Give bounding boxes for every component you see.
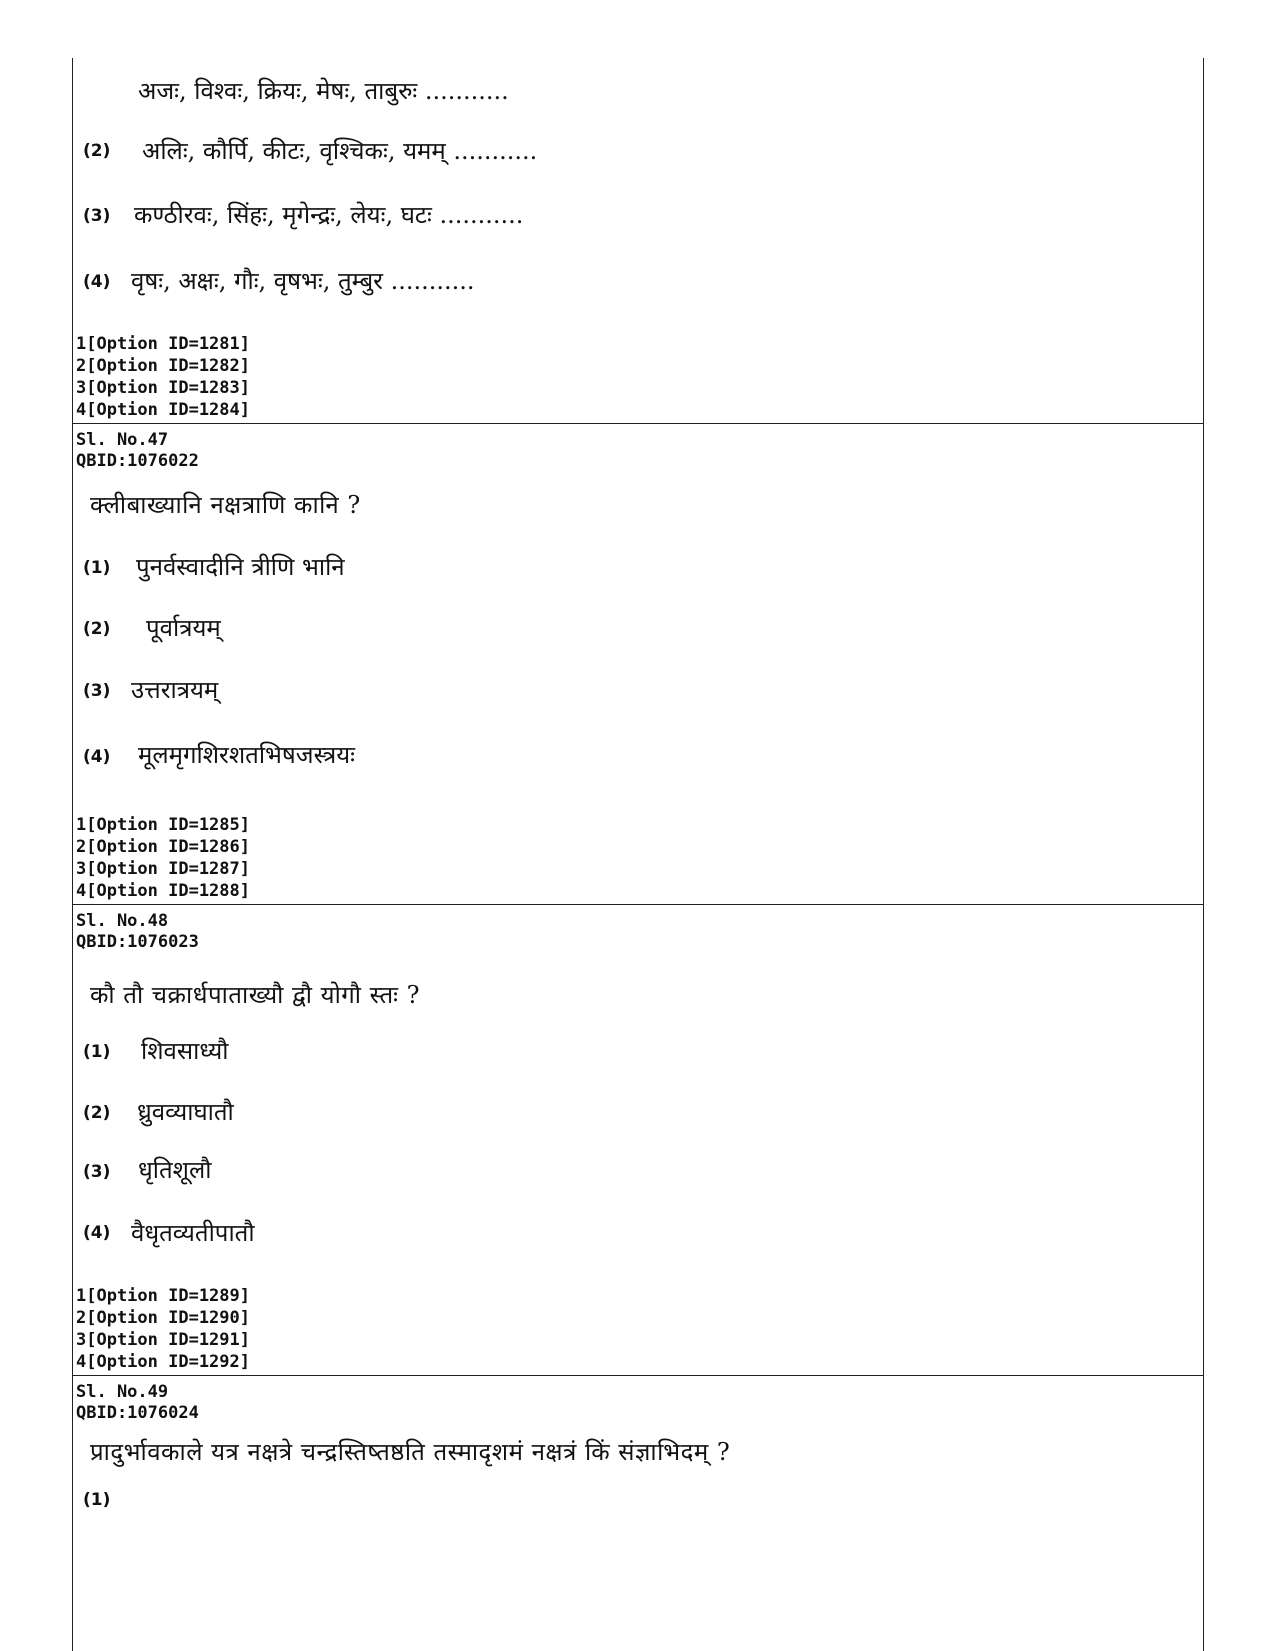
option-id-list xyxy=(76,1285,250,1373)
divider xyxy=(72,904,1204,905)
option-text: कण्ठीरवः, सिंहः, मृगेन्द्रः, लेयः, घटः ........... xyxy=(134,201,524,229)
question-text: प्रादुर्भावकाले यत्र नक्षत्रे चन्द्रस्तिष्तष्ठति तस्मादृशमं नक्षत्रं किं संज्ञाभिदम् ? xyxy=(90,1438,731,1466)
option-number: (3) xyxy=(83,681,111,701)
option-text: उत्तरात्रयम् xyxy=(131,676,219,704)
option-number: (3) xyxy=(83,206,111,226)
qbid: QBID:1076023 xyxy=(76,932,199,952)
serial-number: Sl. No.49 xyxy=(76,1382,169,1402)
option-text: ध्रुवव्याघातौ xyxy=(137,1098,234,1126)
option-id: 1[Option ID=1289] xyxy=(76,1286,250,1306)
option-text: पूर्वात्रयम् xyxy=(146,614,221,642)
qbid: QBID:1076024 xyxy=(76,1403,199,1423)
option-number: (4) xyxy=(83,747,111,767)
option-number: (2) xyxy=(83,141,111,161)
divider xyxy=(72,423,1204,424)
option-text: वैधृतव्यतीपातौ xyxy=(131,1219,255,1247)
option-text: धृतिशूलौ xyxy=(138,1156,212,1184)
option-number: (4) xyxy=(83,1223,111,1243)
option-id: 4[Option ID=1292] xyxy=(76,1352,250,1372)
option-id: 4[Option ID=1288] xyxy=(76,881,250,901)
option-number: (1) xyxy=(83,558,111,578)
option-id: 3[Option ID=1287] xyxy=(76,859,250,879)
qbid: QBID:1076022 xyxy=(76,451,199,471)
option-text: अलिः, कौर्पि, कीटः, वृश्चिकः, यमम् ........... xyxy=(142,137,538,165)
question-text: क्लीबाख्यानि नक्षत्राणि कानि ? xyxy=(90,491,361,519)
serial-number: Sl. No.48 xyxy=(76,911,169,931)
option-number: (1) xyxy=(83,1490,111,1510)
option-text: अजः, विश्वः, क्रियः, मेषः, ताबुरुः ........... xyxy=(138,77,509,105)
serial-number: Sl. No.47 xyxy=(76,430,169,450)
option-id: 2[Option ID=1290] xyxy=(76,1308,250,1328)
option-number: (3) xyxy=(83,1162,111,1182)
option-number: (2) xyxy=(83,619,111,639)
option-text: वृषः, अक्षः, गौः, वृषभः, तुम्बुर ........... xyxy=(131,267,475,295)
option-text: मूलमृगशिरशतभिषजस्त्रयः xyxy=(138,741,355,769)
option-id: 3[Option ID=1291] xyxy=(76,1330,250,1350)
option-text: शिवसाध्यौ xyxy=(141,1037,229,1065)
option-number: (1) xyxy=(83,1042,111,1062)
option-id: 3[Option ID=1283] xyxy=(76,378,250,398)
question-text: कौ तौ चक्रार्धपाताख्यौ द्वौ योगौ स्तः ? xyxy=(90,981,420,1009)
option-id: 2[Option ID=1282] xyxy=(76,356,250,376)
option-text: पुनर्वस्वादीनि त्रीणि भानि xyxy=(136,553,345,581)
option-id: 4[Option ID=1284] xyxy=(76,400,250,420)
divider xyxy=(72,1375,1204,1376)
option-id-list xyxy=(76,814,250,902)
option-number: (4) xyxy=(83,272,111,292)
option-id: 2[Option ID=1286] xyxy=(76,837,250,857)
option-id: 1[Option ID=1281] xyxy=(76,334,250,354)
option-id: 1[Option ID=1285] xyxy=(76,815,250,835)
option-number: (2) xyxy=(83,1103,111,1123)
option-id-list xyxy=(76,333,250,421)
